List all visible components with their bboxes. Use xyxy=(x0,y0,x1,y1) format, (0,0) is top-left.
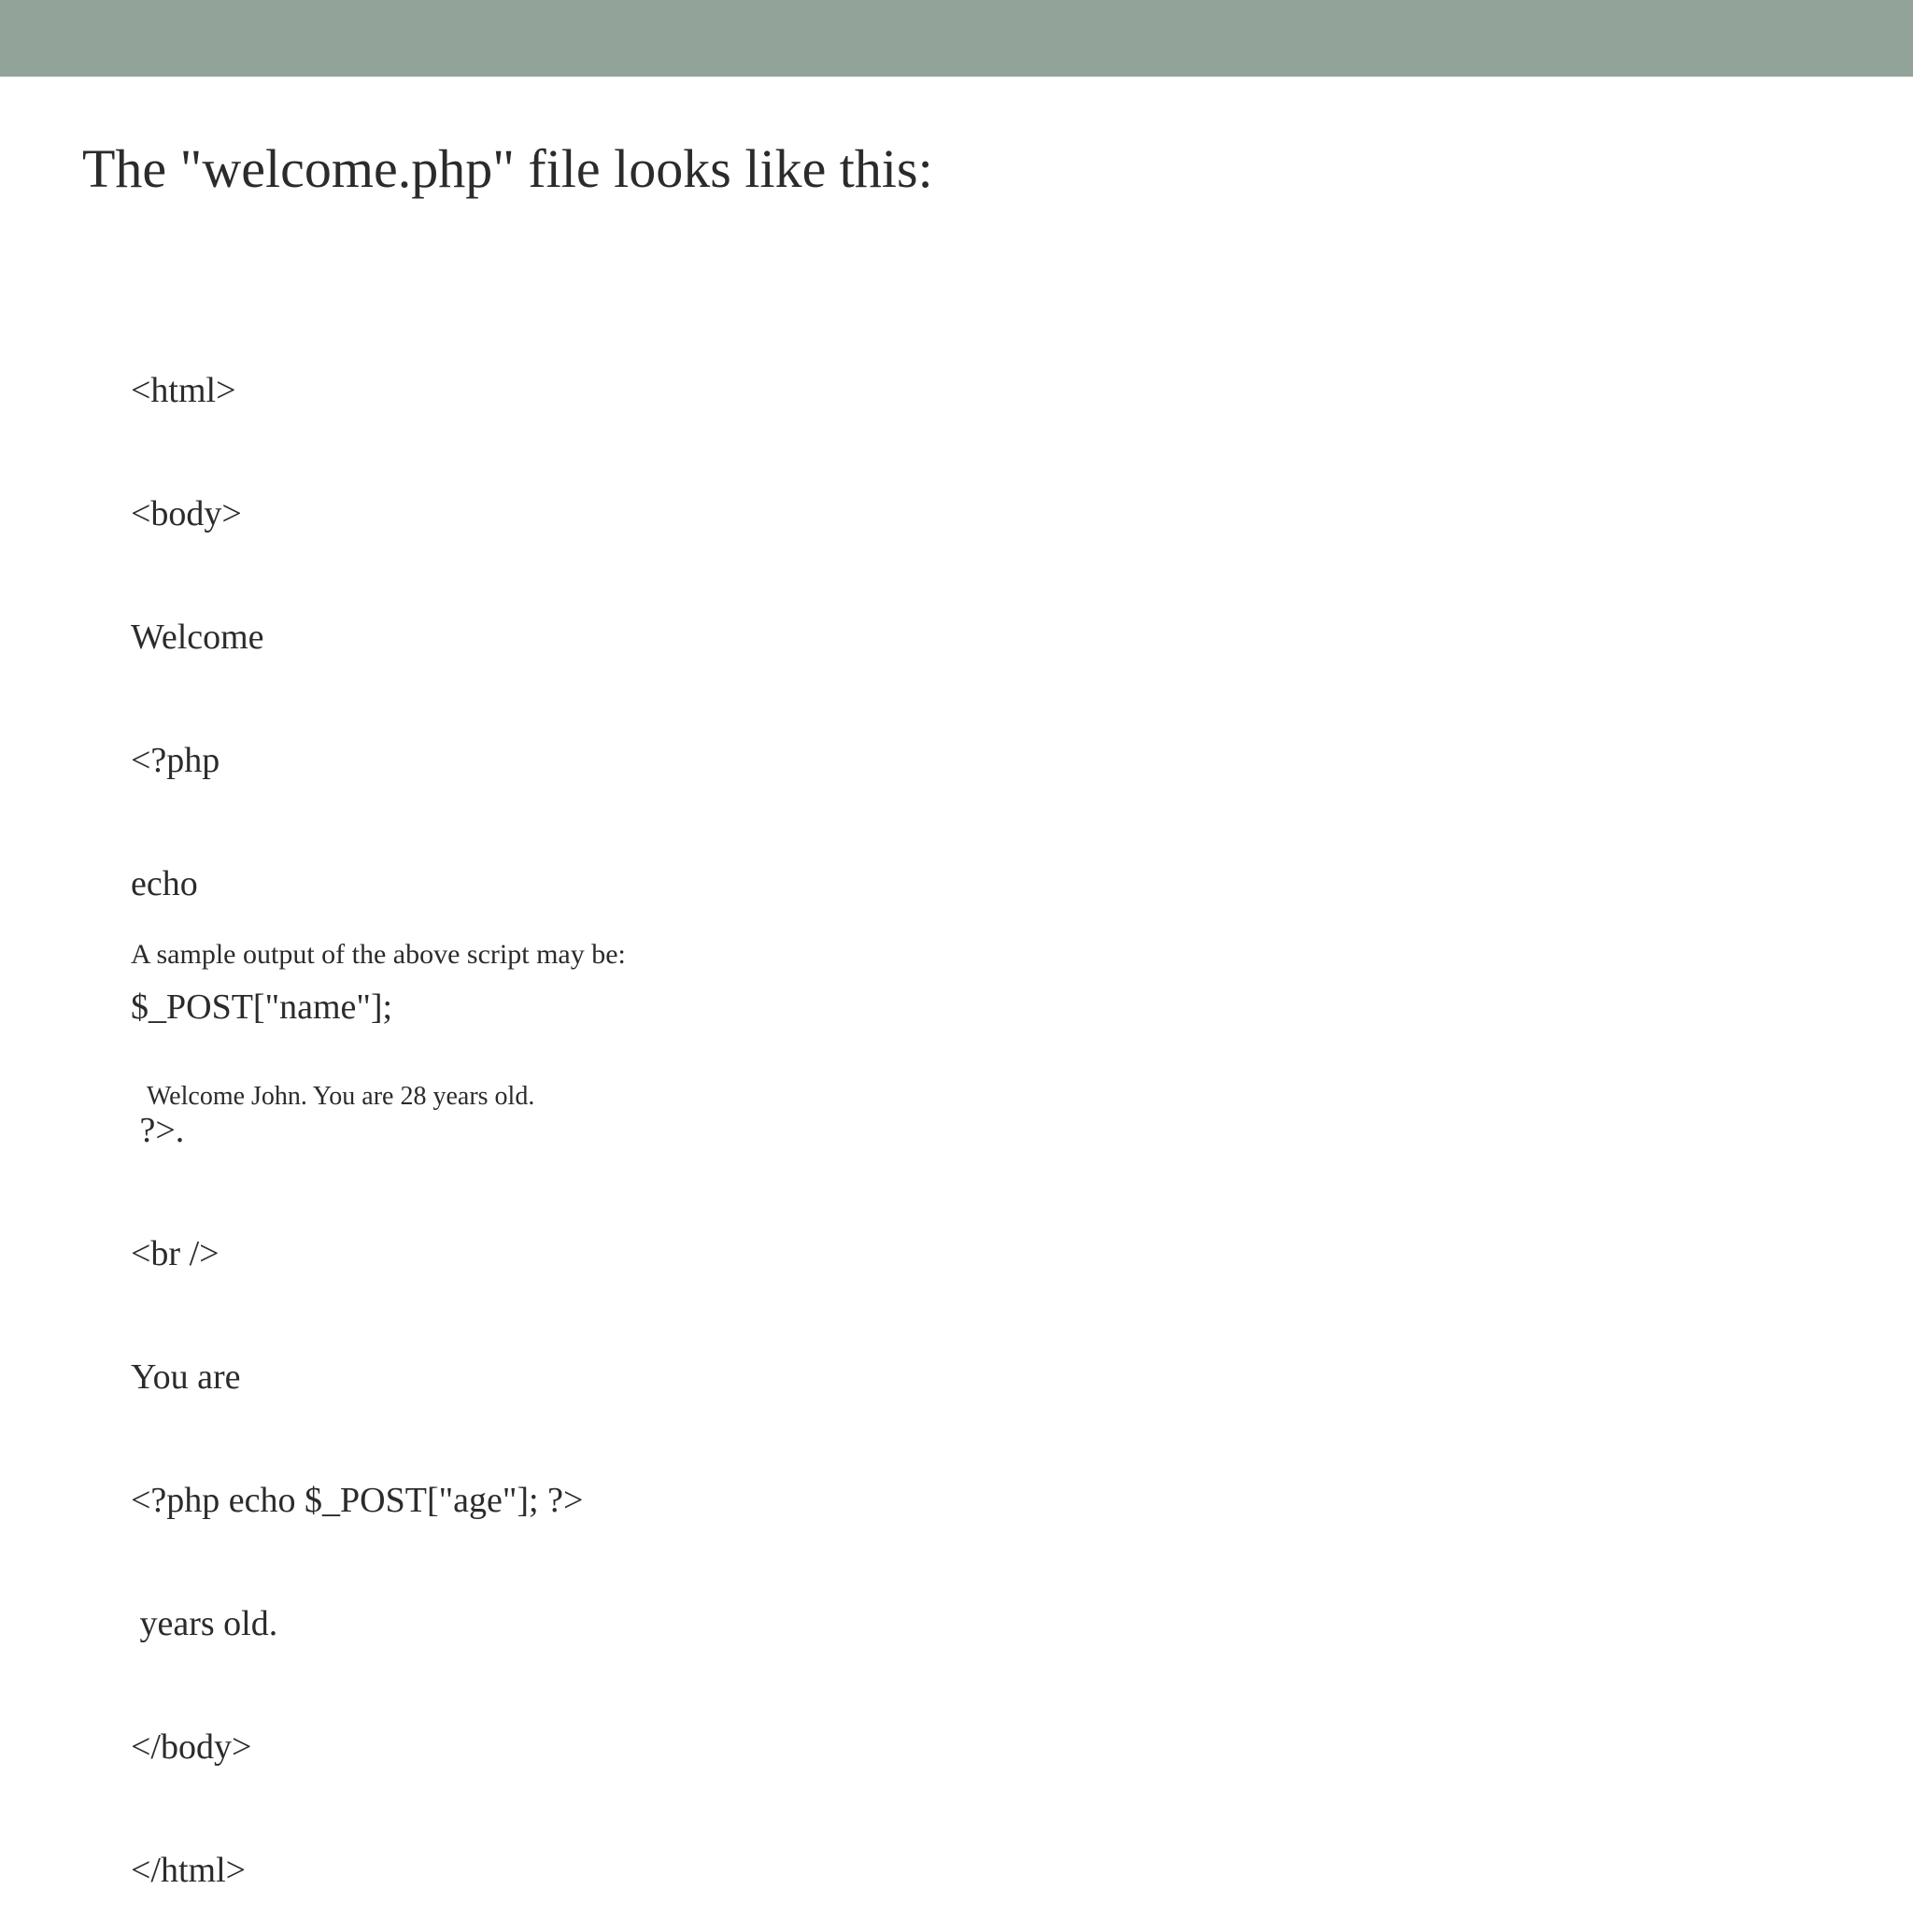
output-caption: A sample output of the above script may be: xyxy=(131,939,626,970)
code-line: <body> xyxy=(131,494,242,533)
code-line: <html> xyxy=(131,371,236,410)
code-line: </body> xyxy=(131,1727,252,1767)
code-line: You are xyxy=(131,1357,241,1397)
slide-title: The "welcome.php" file looks like this: xyxy=(82,138,933,199)
code-line: $_POST["name"]; xyxy=(131,987,393,1027)
header-bar xyxy=(0,0,1913,77)
code-line: </html> xyxy=(131,1851,247,1890)
code-line: ?>. xyxy=(131,1111,185,1150)
code-line: Welcome xyxy=(131,618,264,657)
code-line: <?php xyxy=(131,741,220,780)
code-line: echo xyxy=(131,864,198,903)
code-line: <br /> xyxy=(131,1234,220,1273)
code-line: years old. xyxy=(131,1604,278,1643)
sample-output-text: Welcome John. You are 28 years old. xyxy=(147,1082,535,1111)
code-line: <?php echo $_POST["age"]; ?> xyxy=(131,1481,584,1520)
